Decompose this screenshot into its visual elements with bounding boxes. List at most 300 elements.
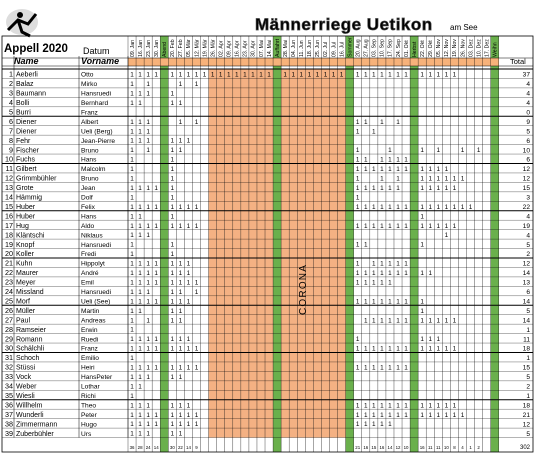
attendance-mark: 1	[355, 203, 360, 211]
member-name: Zimmermann	[16, 421, 58, 429]
attendance-mark: 1	[130, 194, 134, 202]
attendance-mark: 1	[388, 71, 392, 79]
member-total: 5	[526, 430, 530, 438]
attendance-mark: 1	[428, 270, 433, 277]
member-name: Ramseier	[16, 326, 46, 334]
attendance-mark: 1	[243, 71, 247, 79]
attendance-mark: 1	[130, 355, 134, 363]
attendance-mark: 1	[146, 184, 150, 192]
attendance-mark: 1	[130, 241, 134, 249]
corona-column	[281, 69, 289, 438]
column-total: 11	[427, 445, 433, 450]
attendance-mark: 1	[363, 364, 368, 372]
date-header: 26. Mär	[210, 39, 217, 57]
attendance-mark: 1	[355, 345, 360, 353]
member-total: 1	[526, 355, 530, 363]
attendance-mark: 1	[170, 260, 175, 268]
date-header: 19. Nov	[452, 39, 459, 57]
attendance-mark: 1	[170, 345, 175, 353]
attendance-mark: 1	[388, 298, 392, 306]
attendance-mark: 1	[186, 270, 191, 277]
attendance-mark: 1	[170, 137, 175, 145]
attendance-mark: 1	[331, 71, 336, 79]
attendance-mark: 1	[420, 222, 424, 230]
member-vorname: Mirko	[81, 81, 98, 89]
member-vorname: Franz	[81, 109, 98, 117]
attendance-mark: 1	[388, 402, 392, 410]
member-name: Meyer	[16, 279, 36, 287]
date-header: 10. Sep	[379, 39, 386, 57]
attendance-mark: 1	[138, 383, 142, 391]
attendance-mark: 1	[130, 279, 134, 287]
attendance-mark: 1	[444, 166, 449, 174]
attendance-mark: 1	[428, 222, 433, 230]
member-vorname: Felix	[81, 203, 95, 211]
attendance-mark: 1	[444, 203, 449, 211]
column-total: 30	[169, 445, 175, 450]
member-total: 4	[526, 81, 530, 89]
attendance-mark: 1	[420, 402, 424, 410]
column-total: 24	[145, 445, 151, 450]
vorname-header: Vorname	[81, 56, 120, 66]
attendance-mark: 1	[170, 402, 175, 410]
attendance-mark: 1	[380, 260, 384, 268]
member-vorname: Urs	[81, 430, 92, 438]
green-column	[273, 36, 281, 452]
attendance-mark: 1	[130, 421, 134, 429]
attendance-mark: 1	[130, 288, 134, 296]
member-total: 37	[522, 71, 530, 79]
attendance-mark: 1	[226, 71, 231, 79]
attendance-mark: 1	[396, 364, 400, 372]
attendance-mark: 1	[420, 411, 424, 419]
attendance-mark: 1	[436, 317, 441, 325]
attendance-mark: 1	[404, 317, 408, 325]
member-vorname: Franz	[81, 345, 98, 353]
attendance-mark: 1	[170, 364, 175, 372]
attendance-mark: 1	[388, 364, 392, 372]
date-header: 16. Jul	[339, 41, 346, 57]
attendance-mark: 1	[307, 71, 312, 79]
attendance-mark: 1	[372, 364, 376, 372]
attendance-mark: 1	[372, 260, 376, 268]
attendance-mark: 1	[444, 222, 449, 230]
attendance-mark: 1	[130, 317, 134, 325]
attendance-mark: 1	[130, 137, 134, 145]
attendance-mark: 1	[363, 298, 368, 306]
attendance-mark: 1	[420, 298, 424, 306]
attendance-mark: 1	[404, 260, 408, 268]
attendance-mark: 1	[130, 99, 134, 107]
attendance-mark: 1	[130, 184, 134, 192]
attendance-mark: 1	[170, 213, 175, 221]
attendance-mark: 1	[178, 222, 183, 230]
attendance-mark: 1	[178, 298, 183, 306]
date-header: 09. Apr	[226, 40, 233, 57]
date-header: Abend	[162, 41, 169, 57]
attendance-mark: 1	[436, 411, 441, 419]
date-header: 18. Jun	[307, 39, 314, 57]
attendance-mark: 1	[380, 175, 384, 183]
column-total: 28	[137, 445, 143, 450]
member-vorname: Dolf	[81, 194, 93, 202]
attendance-mark: 1	[355, 147, 360, 155]
app-title: Männerriege Uetikon	[255, 15, 433, 34]
attendance-mark: 1	[363, 279, 368, 287]
member-name: Romann	[16, 336, 43, 344]
attendance-mark: 1	[420, 307, 424, 315]
column-total: 2	[477, 445, 480, 450]
attendance-mark: 1	[460, 147, 465, 155]
member-number: 18	[5, 230, 13, 240]
member-number: 27	[5, 315, 13, 325]
column-total: 15	[371, 445, 377, 450]
attendance-mark: 1	[170, 241, 175, 249]
attendance-mark: 1	[355, 241, 360, 249]
date-header: 03. Dez	[468, 39, 475, 57]
attendance-mark: 1	[380, 156, 384, 164]
attendance-mark: 1	[436, 336, 441, 344]
attendance-mark: 1	[452, 203, 457, 211]
attendance-mark: 1	[194, 279, 199, 287]
member-total: 13	[522, 279, 530, 287]
column-total: 14	[153, 445, 159, 450]
attendance-mark: 1	[372, 222, 376, 230]
member-total: 2	[526, 383, 530, 391]
attendance-mark: 1	[170, 373, 175, 381]
corona-column	[249, 69, 257, 438]
attendance-mark: 1	[138, 279, 142, 287]
attendance-mark: 1	[388, 156, 392, 164]
attendance-mark: 1	[138, 184, 142, 192]
corona-column	[313, 69, 321, 438]
date-header: 20. Aug	[355, 39, 362, 57]
attendance-mark: 1	[428, 166, 433, 174]
attendance-mark: 1	[372, 298, 376, 306]
attendance-mark: 1	[186, 203, 191, 211]
attendance-mark: 1	[194, 411, 199, 419]
attendance-mark: 1	[138, 128, 142, 136]
attendance-mark: 1	[170, 288, 175, 296]
attendance-mark: 1	[420, 184, 424, 192]
member-number: 24	[5, 287, 13, 296]
attendance-mark: 1	[130, 336, 134, 344]
member-total: 2	[526, 251, 530, 259]
date-header: 16. Apr	[234, 40, 241, 57]
member-number: 20	[5, 249, 13, 259]
column-total: 10	[403, 445, 409, 450]
attendance-mark: 1	[380, 364, 384, 372]
attendance-mark: 1	[339, 71, 344, 79]
attendance-mark: 1	[194, 222, 199, 230]
attendance-mark: 1	[170, 411, 175, 419]
attendance-mark: 1	[460, 411, 465, 419]
corona-column	[257, 69, 265, 438]
attendance-mark: 1	[380, 166, 384, 174]
attendance-mark: 1	[138, 232, 142, 240]
member-total: 4	[526, 100, 530, 107]
date-header: Herbst	[411, 41, 418, 57]
attendance-mark: 1	[146, 137, 150, 145]
date-header: 04. Jun	[291, 39, 298, 57]
attendance-mark: 1	[380, 270, 384, 277]
attendance-mark: 1	[363, 270, 368, 277]
attendance-mark: 1	[396, 203, 400, 211]
attendance-mark: 1	[355, 298, 360, 306]
attendance-mark: 1	[267, 71, 271, 79]
attendance-mark: 1	[452, 411, 457, 419]
attendance-mark: 1	[420, 147, 424, 155]
date-header: 16. Jan	[137, 39, 144, 57]
member-number: 13	[5, 183, 13, 193]
attendance-mark: 1	[444, 184, 449, 192]
date-header: 05. Nov	[436, 39, 443, 57]
member-vorname: Bruno	[81, 175, 99, 183]
member-number: 30	[5, 343, 13, 353]
attendance-mark: 1	[178, 279, 183, 287]
member-vorname: Ueli (Berg)	[81, 128, 113, 136]
member-name: Diener	[16, 128, 37, 136]
attendance-mark: 1	[388, 260, 392, 268]
member-vorname: Theo	[81, 402, 97, 410]
member-total: 6	[526, 156, 530, 164]
attendance-mark: 1	[452, 345, 457, 353]
attendance-mark: 1	[388, 147, 392, 155]
attendance-mark: 1	[130, 402, 134, 410]
date-header: 26. Nov	[460, 39, 467, 57]
attendance-mark: 1	[436, 147, 441, 155]
attendance-mark: 1	[186, 336, 191, 344]
attendance-mark: 1	[436, 222, 441, 230]
attendance-mark: 1	[178, 260, 183, 268]
corona-label: CORONA	[298, 263, 309, 315]
attendance-mark: 1	[452, 184, 457, 192]
attendance-mark: 1	[404, 222, 408, 230]
attendance-mark: 1	[363, 184, 368, 192]
member-name: Maurer	[16, 270, 39, 278]
column-total: 14	[186, 445, 191, 450]
attendance-mark: 1	[436, 203, 441, 211]
column-total: 4	[461, 445, 464, 450]
member-number: 39	[5, 428, 13, 438]
column-total: 10	[443, 445, 449, 450]
attendance-mark: 1	[428, 411, 433, 419]
attendance-mark: 1	[420, 203, 424, 211]
attendance-mark: 1	[380, 203, 384, 211]
attendance-mark: 1	[186, 298, 191, 306]
corona-column	[305, 69, 313, 438]
member-vorname: Emil	[81, 279, 94, 287]
member-total: 5	[526, 374, 530, 382]
attendance-mark: 1	[194, 203, 199, 211]
attendance-mark: 1	[178, 430, 183, 438]
attendance-mark: 1	[444, 402, 449, 410]
column-total: 36	[129, 445, 135, 450]
member-vorname: HansPeter	[81, 374, 113, 382]
attendance-mark: 1	[355, 156, 360, 164]
attendance-mark: 1	[396, 260, 400, 268]
attendance-mark: 1	[420, 317, 424, 325]
date-header: 09. Jul	[331, 41, 338, 57]
attendance-mark: 1	[170, 307, 175, 315]
date-header: 28. Mai	[282, 39, 289, 57]
attendance-mark: 1	[186, 345, 191, 353]
attendance-mark: 1	[138, 373, 142, 381]
attendance-mark: 1	[138, 430, 142, 438]
attendance-mark: 1	[138, 288, 142, 296]
member-vorname: Aldo	[81, 222, 95, 230]
attendance-mark: 1	[130, 118, 134, 126]
member-total: 12	[522, 175, 530, 183]
attendance-mark: 1	[460, 203, 465, 211]
member-total: 4	[526, 90, 530, 98]
corona-column	[297, 69, 305, 438]
attendance-mark: 1	[154, 411, 158, 419]
attendance-mark: 1	[355, 222, 360, 230]
attendance-mark: 1	[130, 373, 134, 381]
member-number: 1	[9, 69, 13, 79]
attendance-mark: 1	[436, 175, 441, 183]
attendance-mark: 1	[170, 251, 175, 259]
green-column	[410, 36, 418, 452]
member-vorname: Bruno	[81, 147, 99, 155]
attendance-mark: 1	[130, 251, 134, 259]
member-vorname: Hans	[81, 156, 97, 164]
attendance-mark: 1	[170, 270, 175, 277]
attendance-mark: 1	[170, 222, 175, 230]
date-header: 03. Sep	[371, 39, 378, 57]
attendance-mark: 1	[420, 336, 424, 344]
member-number: 16	[5, 211, 13, 221]
attendance-mark: 1	[194, 364, 199, 372]
attendance-mark: 1	[396, 71, 400, 79]
attendance-mark: 1	[178, 81, 183, 88]
attendance-mark: 1	[170, 336, 175, 344]
green-column	[491, 36, 499, 452]
attendance-mark: 1	[420, 345, 424, 353]
attendance-mark: 1	[428, 175, 433, 183]
attendance-mark: 1	[210, 71, 215, 79]
attendance-mark: 1	[170, 175, 175, 183]
member-vorname: André	[81, 270, 99, 278]
attendance-mark: 1	[404, 411, 408, 419]
attendance-mark: 1	[372, 411, 376, 419]
attendance-mark: 1	[355, 175, 360, 183]
attendance-mark: 1	[178, 345, 183, 353]
member-vorname: Erwin	[81, 326, 98, 334]
member-total: 15	[522, 364, 530, 372]
date-header: Weihn	[492, 42, 499, 57]
attendance-mark: 1	[388, 421, 392, 429]
attendance-mark: 1	[468, 203, 473, 211]
attendance-mark: 1	[388, 203, 392, 211]
corona-column	[233, 69, 241, 438]
attendance-mark: 1	[259, 71, 263, 79]
corona-column	[265, 69, 273, 438]
column-total: 1	[469, 445, 472, 450]
column-total: 16	[379, 445, 385, 450]
attendance-mark: 1	[186, 260, 191, 268]
attendance-mark: 1	[146, 402, 150, 410]
attendance-mark: 1	[178, 71, 183, 79]
member-number: 34	[5, 381, 13, 391]
attendance-mark: 1	[154, 222, 158, 230]
date-header: 14. Mai	[266, 39, 273, 57]
attendance-mark: 1	[170, 317, 175, 325]
member-name: Fischer	[16, 147, 39, 155]
attendance-mark: 1	[154, 364, 158, 372]
attendance-mark: 1	[130, 203, 134, 211]
attendance-mark: 1	[146, 260, 150, 268]
attendance-mark: 1	[372, 184, 376, 192]
attendance-mark: 1	[363, 71, 368, 79]
date-header: 22. Okt	[419, 40, 426, 57]
attendance-mark: 1	[444, 232, 449, 240]
member-total: 5	[526, 128, 530, 136]
attendance-mark: 1	[186, 411, 191, 419]
attendance-mark: 1	[388, 166, 392, 174]
attendance-mark: 1	[452, 317, 457, 325]
member-name: Koller	[16, 251, 34, 259]
date-header: 19. Mär	[202, 39, 209, 57]
member-vorname: Hansruedi	[81, 289, 112, 296]
attendance-mark: 1	[178, 373, 183, 381]
green-column	[346, 36, 354, 452]
attendance-mark: 1	[138, 99, 142, 107]
corona-column	[338, 69, 346, 438]
member-vorname: Hansruedi	[81, 241, 112, 249]
attendance-mark: 1	[138, 71, 142, 79]
attendance-mark: 1	[170, 194, 175, 202]
member-name: Müller	[16, 307, 36, 315]
attendance-mark: 1	[218, 71, 223, 79]
attendance-mark: 1	[380, 71, 384, 79]
attendance-mark: 1	[355, 402, 360, 410]
attendance-mark: 1	[388, 411, 392, 419]
attendance-mark: 1	[138, 336, 142, 344]
member-name: Schoch	[16, 355, 40, 363]
column-total: 21	[355, 445, 361, 450]
attendance-mark: 1	[380, 402, 384, 410]
attendance-mark: 1	[170, 203, 175, 211]
attendance-mark: 1	[436, 402, 441, 410]
attendance-mark: 1	[154, 270, 158, 277]
attendance-mark: 1	[178, 411, 183, 419]
attendance-mark: 1	[363, 241, 368, 249]
attendance-mark: 1	[138, 90, 142, 98]
attendance-mark: 1	[138, 118, 142, 126]
member-name: Kuhn	[16, 260, 33, 268]
member-name: Huber	[16, 203, 36, 211]
attendance-mark: 1	[355, 411, 360, 419]
attendance-mark: 1	[130, 81, 134, 88]
attendance-mark: 1	[170, 430, 175, 438]
attendance-mark: 1	[130, 175, 134, 183]
attendance-mark: 1	[146, 128, 150, 136]
attendance-mark: 1	[372, 421, 376, 429]
attendance-mark: 1	[420, 71, 424, 79]
attendance-mark: 1	[154, 298, 158, 306]
attendance-mark: 1	[476, 147, 481, 155]
attendance-mark: 1	[146, 298, 150, 306]
member-total: 19	[522, 222, 530, 230]
column-total: 16	[363, 445, 369, 450]
member-total: 21	[522, 411, 530, 419]
attendance-mark: 1	[154, 71, 158, 79]
member-vorname: Ruedi	[81, 336, 99, 344]
member-name: Morf	[16, 298, 30, 306]
attendance-mark: 1	[130, 147, 134, 155]
